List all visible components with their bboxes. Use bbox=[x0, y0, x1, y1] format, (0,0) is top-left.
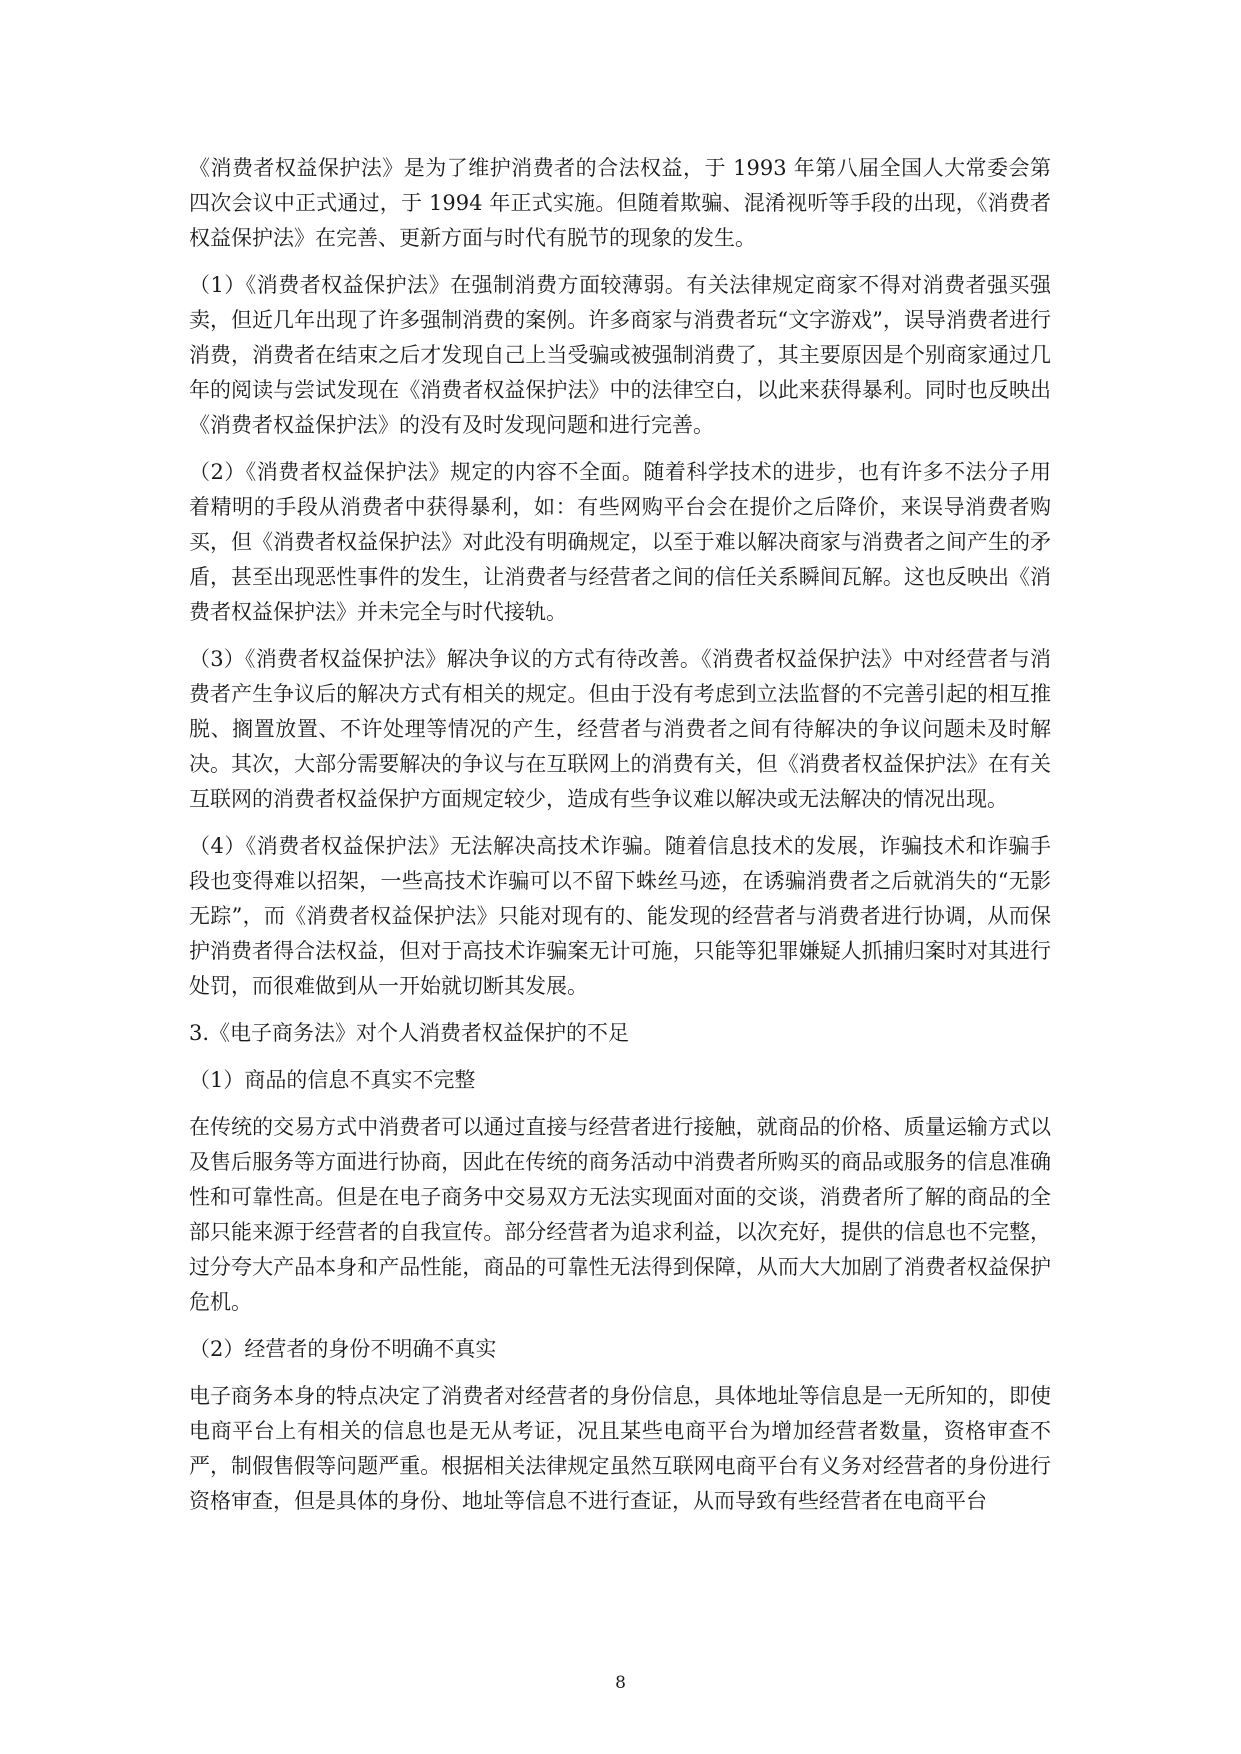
subsection-heading-1: （1）商品的信息不真实不完整 bbox=[189, 1068, 476, 1092]
paragraph-intro: 《消费者权益保护法》是为了维护消费者的合法权益，于 1993 年第八届全国人大常委会第四次会议中正式通过，于 1994 年正式实施。但随着欺骗、混淆视听等手段的出现，《消费者权益保护法》在完善、更新方面与时代有脱节的现象的发生。 bbox=[189, 156, 1051, 250]
paragraph-point-3: （3）《消费者权益保护法》解决争议的方式有待改善。《消费者权益保护法》中对经营者与消费者产生争议后的解决方式有相关的规定。但由于没有考虑到立法监督的不完善引起的相互推脱、搁置放置、不许处理等情况的产生，经营者与消费者之间有待解决的争议问题未及时解决。其次，大部分需要解决的争议与在互联网上的消费有关，但《消费者权益保护法》在有关互联网的消费者权益保护方面规定较少，造成有些争议难以解决或无法解决的情况出现。 bbox=[189, 647, 1051, 811]
paragraph-point-2: （2）《消费者权益保护法》规定的内容不全面。随着科学技术的进步，也有许多不法分子用着精明的手段从消费者中获得暴利，如：有些网购平台会在提价之后降价，来误导消费者购买，但《消费者权益保护法》对此没有明确规定，以至于难以解决商家与消费者之间产生的矛盾，甚至出现恶性事件的发生，让消费者与经营者之间的信任关系瞬间瓦解。这也反映出《消费者权益保护法》并未完全与时代接轨。 bbox=[189, 460, 1051, 624]
paragraph-subsection-1: 在传统的交易方式中消费者可以通过直接与经营者进行接触，就商品的价格、质量运输方式以及售后服务等方面进行协商，因此在传统的商务活动中消费者所购买的商品或服务的信息准确性和可靠性高。但是在电子商务中交易双方无法实现面对面的交谈，消费者所了解的商品的全部只能来源于经营者的自我宣传。部分经营者为追求利益，以次充好，提供的信息也不完整，过分夸大产品本身和产品性能，商品的可靠性无法得到保障，从而大大加剧了消费者权益保护危机。 bbox=[189, 1115, 1051, 1314]
paragraph-point-1: （1）《消费者权益保护法》在强制消费方面较薄弱。有关法律规定商家不得对消费者强买强卖，但近几年出现了许多强制消费的案例。许多商家与消费者玩“文字游戏”，误导消费者进行消费，消费者在结束之后才发现自己上当受骗或被强制消费了，其主要原因是个别商家通过几年的阅读与尝试发现在《消费者权益保护法》中的法律空白，以此来获得暴利。同时也反映出《消费者权益保护法》的没有及时发现问题和进行完善。 bbox=[189, 273, 1051, 437]
paragraph-point-4: （4）《消费者权益保护法》无法解决高技术诈骗。随着信息技术的发展，诈骗技术和诈骗手段也变得难以招架，一些高技术诈骗可以不留下蛛丝马迹，在诱骗消费者之后就消失的“无影无踪”，而《消费者权益保护法》只能对现有的、能发现的经营者与消费者进行协调，从而保护消费者得合法权益，但对于高技术诈骗案无计可施，只能等犯罪嫌疑人抓捕归案时对其进行处罚，而很难做到从一开始就切断其发展。 bbox=[189, 834, 1051, 998]
subsection-heading-2: （2）经营者的身份不明确不真实 bbox=[189, 1337, 497, 1361]
page-number: 8 bbox=[615, 1673, 626, 1693]
section-heading: 3.《电子商务法》对个人消费者权益保护的不足 bbox=[189, 1021, 630, 1045]
paragraph-subsection-2: 电子商务本身的特点决定了消费者对经营者的身份信息，具体地址等信息是一无所知的，即使电商平台上有相关的信息也是无从考证，况且某些电商平台为增加经营者数量，资格审查不严，制假售假等问题严重。根据相关法律规定虽然互联网电商平台有义务对经营者的身份进行资格审查，但是具体的身份、地址等信息不进行查证，从而导致有些经营者在电商平台 bbox=[189, 1384, 1051, 1513]
document-body bbox=[189, 151, 1051, 1531]
